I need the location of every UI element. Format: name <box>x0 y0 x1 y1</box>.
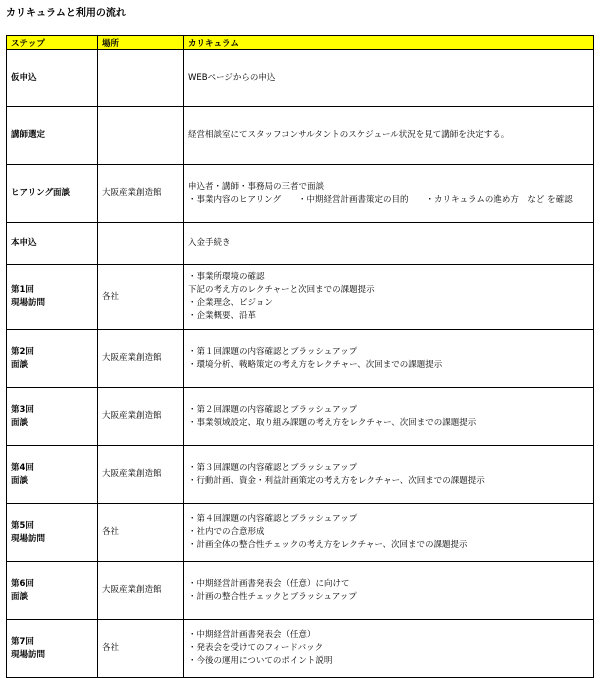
curriculum-line: ・事業内容のヒアリング ・中期経営計画書策定の目的 ・カリキュラムの進め方 など を確認 <box>188 194 573 205</box>
curriculum-line: ・事業領域設定、取り組み課題の考え方をレクチャー、次回までの課題提示 <box>188 417 477 428</box>
curriculum-table <box>6 35 594 678</box>
place-cell <box>98 107 184 165</box>
step-label: 第3回 <box>11 404 34 415</box>
step-cell <box>7 620 98 678</box>
step-cell <box>7 446 98 504</box>
curriculum-cell <box>184 223 594 265</box>
place-cell <box>98 223 184 265</box>
place-cell: 各社 <box>98 504 184 562</box>
curriculum-line: ・第３回課題の内容確認とブラッシュアップ <box>188 462 358 473</box>
curriculum-cell <box>184 504 594 562</box>
curriculum-line: ・環境分析、戦略策定の考え方をレクチャー、次回までの課題提示 <box>188 359 443 370</box>
step-label: 面談 <box>11 591 29 602</box>
curriculum-line: ・中期経営計画書発表会（任意） <box>188 630 316 640</box>
place-cell: 大阪産業創造館 <box>98 330 184 388</box>
place-cell: 各社 <box>98 620 184 678</box>
table-row <box>7 223 594 265</box>
header-place: 場所 <box>98 36 184 50</box>
step-label: 現場訪問 <box>11 533 46 544</box>
place-cell: 大阪産業創造館 <box>98 165 184 223</box>
step-label: 本申込 <box>11 238 37 248</box>
table-row <box>7 504 594 562</box>
curriculum-cell <box>184 446 594 504</box>
header-curriculum: カリキュラム <box>184 36 594 50</box>
curriculum-line: ・企業理念、ビジョン <box>188 298 273 308</box>
step-cell <box>7 562 98 620</box>
table-row <box>7 562 594 620</box>
table-body <box>7 50 594 678</box>
step-label: 面談 <box>11 359 29 370</box>
step-label: ヒアリング面談 <box>11 188 70 198</box>
step-cell <box>7 330 98 388</box>
curriculum-cell <box>184 165 594 223</box>
curriculum-cell <box>184 265 594 330</box>
curriculum-line: ・発表会を受けてのフィードバック <box>188 643 324 653</box>
place-cell: 大阪産業創造館 <box>98 388 184 446</box>
curriculum-line: WEBページからの申込 <box>188 72 276 83</box>
curriculum-line: ・事業所環境の確認 <box>188 272 265 282</box>
curriculum-line: ・計画全体の整合性チェックの考え方をレクチャー、次回までの課題提示 <box>188 540 468 550</box>
place-cell <box>98 50 184 107</box>
step-label: 現場訪問 <box>11 649 46 660</box>
step-label: 面談 <box>11 417 29 428</box>
step-cell <box>7 265 98 330</box>
step-label: 第2回 <box>11 346 34 357</box>
curriculum-cell <box>184 330 594 388</box>
step-cell <box>7 504 98 562</box>
place-cell: 大阪産業創造館 <box>98 562 184 620</box>
curriculum-cell <box>184 50 594 107</box>
step-label: 第4回 <box>11 462 34 473</box>
curriculum-cell <box>184 388 594 446</box>
curriculum-line: ・企業概要、沿革 <box>188 311 257 321</box>
curriculum-line: ・中期経営計画書発表会（任意）に向けて <box>188 578 350 589</box>
table-row <box>7 107 594 165</box>
table-row <box>7 446 594 504</box>
table-row <box>7 50 594 107</box>
step-label: 第1回 <box>11 285 34 295</box>
step-label: 講師選定 <box>11 130 46 140</box>
curriculum-line: ・第１回課題の内容確認とブラッシュアップ <box>188 346 358 357</box>
curriculum-line: 入金手続き <box>188 238 231 248</box>
step-cell <box>7 388 98 446</box>
curriculum-cell <box>184 562 594 620</box>
curriculum-line: 下記の考え方のレクチャーと次回までの課題提示 <box>188 285 375 295</box>
step-cell <box>7 50 98 107</box>
curriculum-line: 申込者・講師・事務局の三者で面談 <box>188 181 325 192</box>
table-row <box>7 388 594 446</box>
step-label: 現場訪問 <box>11 298 46 308</box>
table-row <box>7 165 594 223</box>
curriculum-line: ・行動計画、資金・利益計画策定の考え方をレクチャー、次回までの課題提示 <box>188 475 485 486</box>
curriculum-line: ・計画の整合性チェックとブラッシュアップ <box>188 591 357 602</box>
curriculum-line: 経営相談室にてスタッフコンサルタントのスケジュール状況を見て講師を決定する。 <box>188 130 510 140</box>
step-cell <box>7 165 98 223</box>
table-row <box>7 620 594 678</box>
step-label: 第7回 <box>11 636 34 647</box>
step-label: 第5回 <box>11 520 34 531</box>
step-cell <box>7 107 98 165</box>
place-cell: 各社 <box>98 265 184 330</box>
curriculum-cell <box>184 620 594 678</box>
step-cell <box>7 223 98 265</box>
header-step: ステップ <box>7 36 98 50</box>
curriculum-line: ・第４回課題の内容確認とブラッシュアップ <box>188 514 358 524</box>
step-label: 面談 <box>11 475 29 486</box>
step-label: 第6回 <box>11 578 34 589</box>
step-label: 仮申込 <box>11 72 37 83</box>
page-title: カリキュラムと利用の流れ <box>6 8 126 19</box>
curriculum-cell <box>184 107 594 165</box>
curriculum-line: ・社内での合意形成 <box>188 527 265 537</box>
table-header-row <box>7 36 594 50</box>
curriculum-line: ・第２回課題の内容確認とブラッシュアップ <box>188 404 358 415</box>
place-cell: 大阪産業創造館 <box>98 446 184 504</box>
table-row <box>7 330 594 388</box>
curriculum-line: ・今後の運用についてのポイント説明 <box>188 656 333 666</box>
table-row <box>7 265 594 330</box>
